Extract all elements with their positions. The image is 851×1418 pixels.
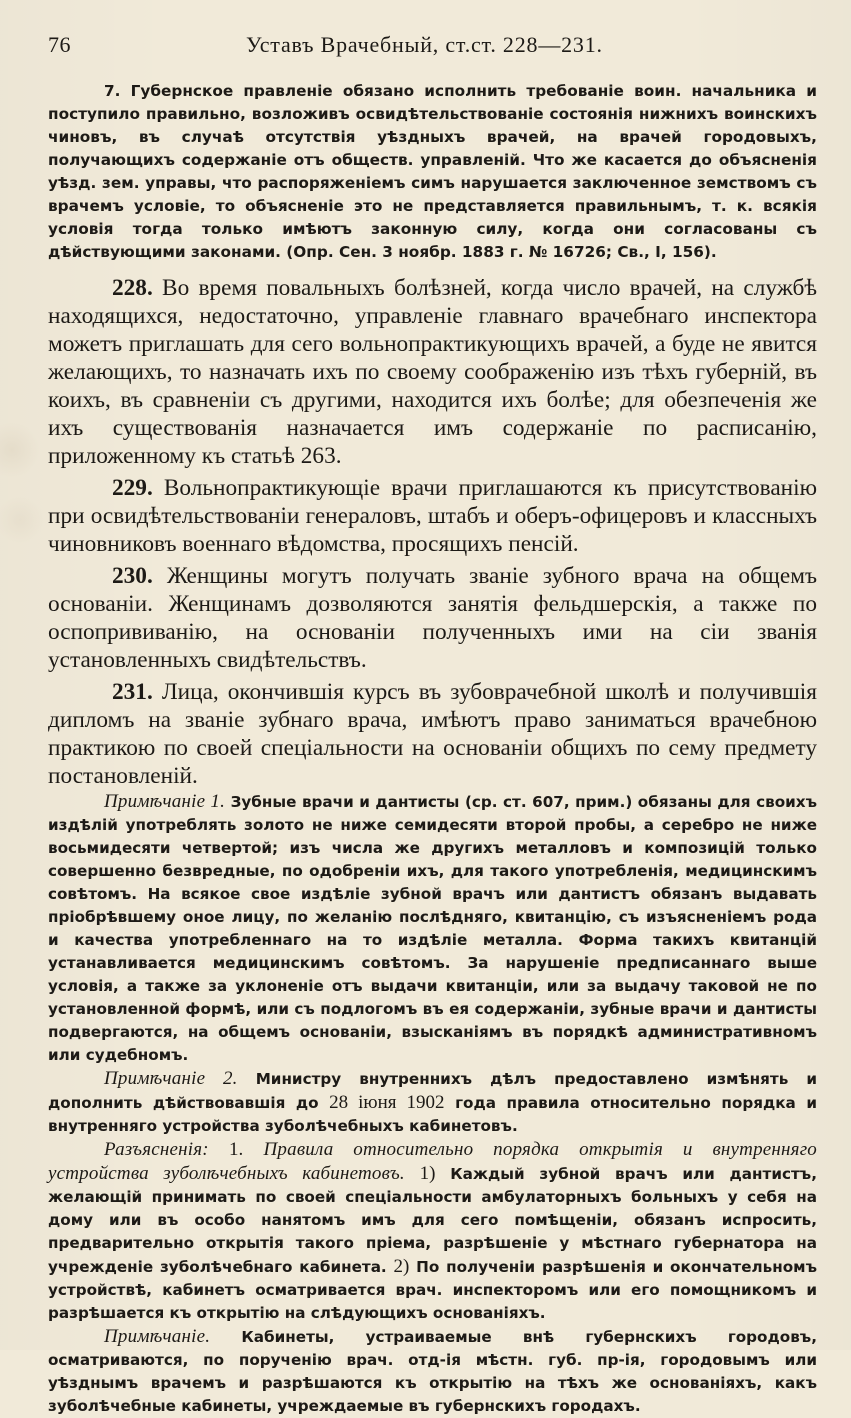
note-3-text: Кабинеты, устраиваемые внѣ губернскихъ городовъ, осматриваются, по порученію врач. отд-ія мѣстн. губ. пр-ія, городовымъ или уѣзднымъ врачемъ и разрѣшаются къ открытію на тѣхъ же основаніяхъ, какъ зуболѣчебные кабинеты, учреждаемые въ губернскихъ городахъ. (48, 1328, 817, 1415)
article-229-text: Вольнопрактикующіе врачи приглашаются къ присутствованію при освидѣтельствованіи генераловъ, штабъ и оберъ-офицеровъ и классныхъ чиновниковъ военнаго вѣдомства, просящихъ пенсій. (48, 475, 817, 557)
article-228-number: 228. (112, 275, 153, 301)
explanations-item-2-number: 2) (393, 1256, 410, 1277)
article-229 (48, 474, 817, 558)
note-2 (48, 1067, 817, 1138)
note-3-heading: Примѣчаніе. (104, 1326, 211, 1347)
page-header (48, 32, 817, 66)
explanations-title: Правила относительно порядка открытія и внутренняго устройства зуболѣчебныхъ кабинетовъ. (48, 1139, 818, 1184)
article-228 (48, 274, 817, 470)
note-1-heading: Примѣчаніе 1. (104, 791, 226, 812)
explanations-heading: Разъясненія: (104, 1139, 209, 1160)
article-230 (48, 562, 817, 674)
explanations-number: 1. (229, 1139, 244, 1160)
note-2-tail: года правила относительно порядка и внутренняго устройства зуболѣчебныхъ кабинетовъ. (48, 1094, 817, 1135)
running-head: Уставъ Врачебный, ст.ст. 228—231. (246, 32, 603, 57)
note-2-heading: Примѣчаніе 2. (104, 1068, 238, 1089)
page-number: 76 (48, 32, 71, 57)
note-3 (48, 1325, 817, 1418)
article-231-number: 231. (112, 679, 153, 705)
article-229-number: 229. (112, 475, 153, 501)
explanations (48, 1138, 817, 1325)
note-1 (48, 790, 817, 1067)
article-228-text: Во время повальныхъ болѣзней, когда число врачей, на службѣ находящихся, недостаточно, управленіе главнаго врачебнаго инспектора можетъ приглашать для сего вольнопрактикующихъ врачей, а буде не явится желающихъ, то назначать ихъ по своему соображенію изъ тѣхъ губерній, въ коихъ, въ сравненіи съ другими, находится ихъ болѣе; для обезпеченія же ихъ существованія назначается имъ содержаніе по расписанію, приложенному къ статьѣ 263. (48, 275, 818, 469)
note-1-text: Зубные врачи и дантисты (ср. ст. 607, прим.) обязаны для своихъ издѣлій употреблять золото не ниже семидесяти второй пробы, а серебро не ниже восьмидесяти четвертой; изъ числа же другихъ металловъ и композицій только совершенно безвредные, по одобреніи ихъ, для такого употребленія, медицинскимъ совѣтомъ. На всякое свое издѣліе зубной врачъ или дантистъ обязанъ выдавать пріобрѣвшему оное лицу, по желанію послѣдняго, квитанцію, съ изъясненіемъ рода и качества употребленнаго на то издѣліе металла. Форма такихъ квитанцій устанавливается медицинскимъ совѣтомъ. За нарушеніе предписаннаго выше условія, а также за уклоненіе отъ выдачи квитанціи, или за выдачу таковой не по установленной формѣ, или съ подлогомъ въ ея содержаніи, зубные врачи и дантисты подвергаются, на общемъ основаніи, взысканіямъ въ порядкѣ административномъ или судебномъ. (48, 793, 817, 1064)
note-2-text: Министру внутреннихъ дѣлъ предоставлено измѣнять и дополнить дѣйствовавшія до (48, 1070, 817, 1112)
article-230-number: 230. (112, 563, 153, 589)
paragraph-7 (48, 80, 817, 264)
explanations-item-2-text: По полученіи разрѣшенія и окончательномъ устройствѣ, кабинетъ осматривается врач. инспекторомъ или его помощникомъ и разрѣшается къ открытію на слѣдующихъ основаніяхъ. (48, 1258, 817, 1322)
article-231 (48, 678, 817, 790)
article-230-text: Женщины могутъ получать званіе зубного врача на общемъ основаніи. Женщинамъ дозволяются занятія фельдшерскія, а также по оспопрививанію, на основаніи полученныхъ ими на сіи званія установленныхъ свидѣтельствъ. (48, 563, 817, 673)
paragraph-7-text: 7. Губернское правленіе обязано исполнить требованіе воин. начальника и поступило правильно, возложивъ освидѣтельствованіе состоянія нижнихъ воинскихъ чиновъ, въ случаѣ отсутствія уѣздныхъ врачей, на врачей городовыхъ, получающихъ содержаніе отъ обществ. управленій. Что же касается до объясненія уѣзд. зем. управы, что распоряженіемъ симъ нарушается заключенное земствомъ съ врачемъ условіе, то объясненіе это не представляется правильнымъ, т. к. всякія условія тогда только имѣютъ законную силу, когда они согласованы съ дѣйствующими законами. (Опр. Сен. 3 ноябр. 1883 г. № 16726; Св., I, 156). (48, 82, 817, 261)
note-2-date: 28 іюня 1902 (329, 1092, 445, 1113)
explanations-item-1-text: Каждый зубной врачъ или дантистъ, желающій принимать по своей спеціальности амбулаторныхъ больныхъ у себя на дому или въ особо нанятомъ имъ для сего помѣщеніи, обязанъ испросить, предварительно открытія такого пріема, разрѣшеніе у мѣстнаго губернатора на учрежденіе зуболѣчебнаго кабинета. (48, 1165, 817, 1276)
article-231-text: Лица, окончившія курсъ въ зубоврачебной школѣ и получившія дипломъ на званіе зубнаго врача, имѣютъ право заниматься врачебною практикою по своей спеціальности на основаніи общихъ по сему предмету постановленій. (48, 679, 817, 789)
explanations-item-1-number: 1) (419, 1163, 436, 1184)
